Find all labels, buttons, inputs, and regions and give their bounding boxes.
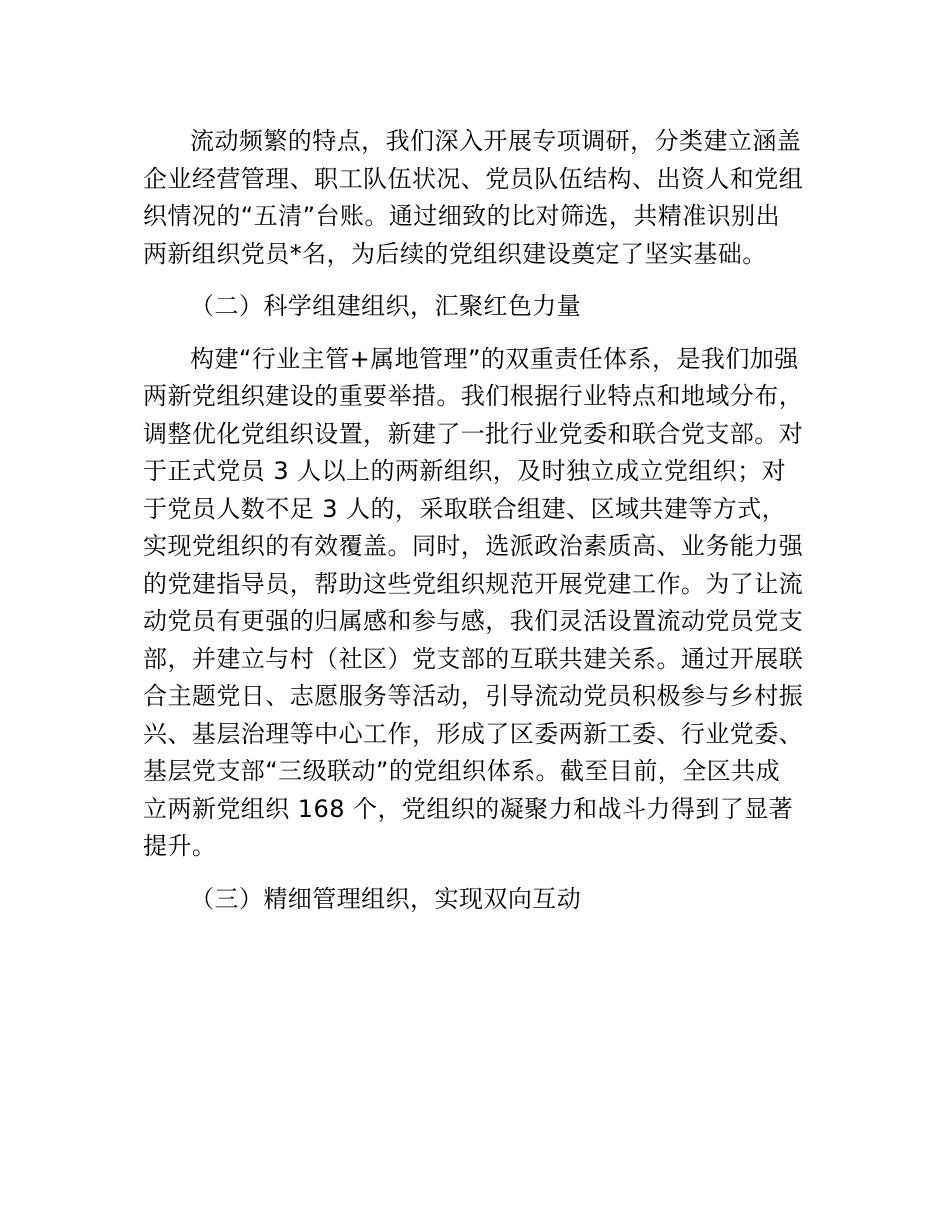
text-line: 提升。 <box>143 832 217 860</box>
text-line: 企业经营管理、职工队伍状况、党员队伍结构、出资人和党组 <box>143 164 804 193</box>
paragraph-2 <box>143 341 813 866</box>
document-body <box>143 123 813 933</box>
text-line: 两新组织党员*名，为后续的党组织建设奠定了坚实基础。 <box>143 239 767 268</box>
heading-text: （二）科学组建组织，汇聚红色力量 <box>190 292 582 320</box>
paragraph-1 <box>143 123 813 273</box>
text-line: 构建“行业主管+属地管理”的双重责任体系，是我们加强 <box>190 344 799 373</box>
section-heading-3 <box>143 881 813 919</box>
section-heading-2 <box>143 288 813 326</box>
text-line: 部，并建立与村（社区）党支部的互联共建关系。通过开展联 <box>143 644 804 673</box>
text-line: 流动频繁的特点，我们深入开展专项调研，分类建立涵盖 <box>190 127 802 155</box>
text-line: 两新党组织建设的重要举措。我们根据行业特点和地域分布， <box>143 382 804 410</box>
text-line: 合主题党日、志愿服务等活动，引导流动党员积极参与乡村振 <box>143 682 804 710</box>
text-line: 基层党支部“三级联动”的党组织体系。截至目前，全区共成 <box>143 757 781 785</box>
text-line: 于党员人数不足 3 人的，采取联合组建、区域共建等方式， <box>143 494 787 523</box>
text-line: 动党员有更强的归属感和参与感，我们灵活设置流动党员党支 <box>143 607 804 635</box>
text-line: 立两新党组织 168 个，党组织的凝聚力和战斗力得到了显著 <box>143 794 794 823</box>
text-line: 实现党组织的有效覆盖。同时，选派政治素质高、业务能力强 <box>143 532 804 560</box>
text-line: 兴、基层治理等中心工作，形成了区委两新工委、行业党委、 <box>143 719 804 748</box>
text-line: 于正式党员 3 人以上的两新组织，及时独立成立党组织；对 <box>143 457 787 485</box>
text-line: 调整优化党组织设置，新建了一批行业党委和联合党支部。对 <box>143 419 804 448</box>
heading-text: （三）精细管理组织，实现双向互动 <box>190 884 582 913</box>
text-line: 的党建指导员，帮助这些党组织规范开展党建工作。为了让流 <box>143 569 804 598</box>
text-line: 织情况的“五清”台账。通过细致的比对筛选，共精准识别出 <box>143 202 781 230</box>
